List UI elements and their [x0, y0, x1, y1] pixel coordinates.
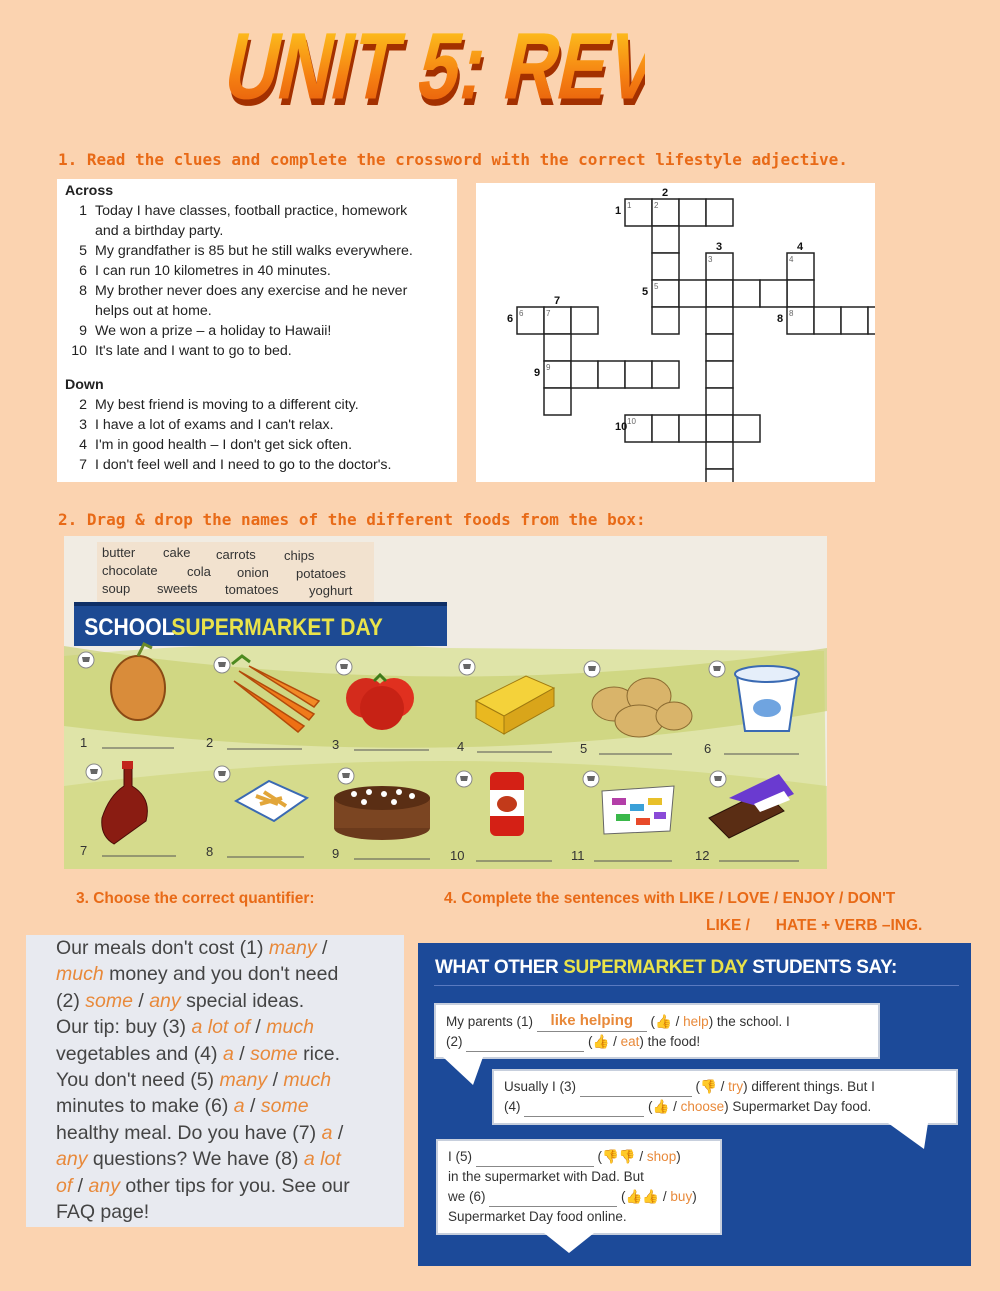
- quantifier-option[interactable]: any: [149, 989, 181, 1012]
- text: FAQ page!: [56, 1201, 150, 1224]
- quantifier-option[interactable]: many: [219, 1069, 268, 1092]
- item-number: 1: [80, 735, 88, 750]
- clue-text: I can run 10 kilometres in 40 minutes.: [95, 263, 331, 279]
- crossword-cell[interactable]: [733, 280, 760, 307]
- text: /: [250, 1016, 267, 1039]
- text: /: [244, 1095, 261, 1118]
- yoghurt-image: [735, 666, 799, 731]
- text: minutes to make (6): [56, 1095, 234, 1118]
- word-item[interactable]: cake: [163, 545, 191, 560]
- students-say-header: [435, 957, 897, 979]
- across-clue: [57, 221, 457, 241]
- quantifier-option[interactable]: some: [85, 989, 133, 1012]
- cell-number: 10: [627, 417, 636, 426]
- quantifier-option[interactable]: of: [56, 1174, 73, 1197]
- quantifier-option[interactable]: much: [266, 1016, 314, 1039]
- cart-icon: [584, 661, 600, 677]
- item-number: 8: [206, 844, 214, 859]
- thumbs-up-icon: 👍: [652, 1099, 670, 1114]
- quantifier-option[interactable]: any: [56, 1148, 88, 1171]
- crossword-cell[interactable]: [706, 469, 733, 482]
- clue-label: 4: [797, 241, 804, 253]
- crossword-grid[interactable]: [476, 183, 875, 482]
- word-box: [97, 542, 374, 602]
- instruction-3: 3. Choose the correct quantifier:: [76, 890, 315, 907]
- cell-number: 2: [654, 201, 659, 210]
- quantifier-option[interactable]: a: [233, 1095, 245, 1118]
- clue-number: 6: [79, 263, 87, 279]
- cart-icon: [456, 771, 472, 787]
- text: /: [316, 937, 328, 959]
- crossword-cell[interactable]: [544, 334, 571, 361]
- text: Supermarket Day food online.: [448, 1209, 627, 1224]
- verb-buy: buy: [670, 1189, 693, 1204]
- crossword-cell[interactable]: [571, 307, 598, 334]
- bubble-tail: [544, 1233, 594, 1255]
- cell-number: 4: [789, 255, 794, 264]
- text: /: [267, 1069, 284, 1092]
- crossword-cell[interactable]: [571, 361, 598, 388]
- quantifier-option[interactable]: any: [88, 1174, 120, 1197]
- quantifier-line: [26, 1041, 404, 1067]
- text: rice.: [297, 1042, 341, 1065]
- quantifier-line: [26, 1173, 404, 1199]
- item-number: 4: [457, 739, 465, 754]
- across-clue: [57, 201, 457, 221]
- clue-text: We won a prize – a holiday to Hawaii!: [95, 323, 332, 339]
- clue-text: I have a lot of exams and I can't relax.: [95, 417, 334, 433]
- clue-label: 10: [615, 421, 628, 433]
- crossword-cell[interactable]: [652, 226, 679, 253]
- crossword-cell[interactable]: [625, 361, 652, 388]
- quantifier-line: [26, 988, 404, 1014]
- quantifier-line: [26, 1199, 404, 1225]
- quantifier-option[interactable]: many: [268, 937, 317, 959]
- quantifier-option[interactable]: a: [222, 1042, 234, 1065]
- answer-1: like helping: [550, 1012, 634, 1029]
- cart-icon: [583, 771, 599, 787]
- crossword-cell[interactable]: [706, 307, 733, 334]
- quantifier-line: [26, 935, 404, 961]
- clue-number: [57, 221, 87, 241]
- clue-number: 3: [79, 417, 87, 433]
- verb-eat: eat: [620, 1034, 640, 1049]
- clue-text: I don't feel well and I need to go to the doctor's.: [95, 457, 392, 473]
- text: Usually I (3): [504, 1079, 577, 1094]
- text: ) Supermarket Day food.: [724, 1099, 872, 1114]
- text: healthy meal. Do you have (7): [56, 1121, 322, 1144]
- clue-text: My grandfather is 85 but he still walks everywhere.: [95, 243, 413, 259]
- cart-icon: [214, 657, 230, 673]
- text: You don't need (5): [56, 1069, 220, 1092]
- crossword-cell[interactable]: [706, 361, 733, 388]
- title-shadow: UNIT 5: REVIEW: [217, 20, 645, 114]
- bubble-tail: [443, 1057, 483, 1087]
- clue-label: 6: [507, 313, 514, 325]
- text: /: [332, 1121, 344, 1144]
- quantifier-option[interactable]: some: [250, 1042, 298, 1065]
- cell-number: 7: [546, 309, 551, 318]
- clue-number: 9: [79, 323, 87, 339]
- across-heading: Across: [65, 183, 114, 199]
- clue-number: 5: [79, 243, 87, 259]
- clue-text: I'm in good health – I don't get sick often.: [95, 437, 353, 453]
- thumbs-down-icon: 👎: [700, 1079, 717, 1094]
- clue-label: 8: [777, 313, 784, 325]
- quantifier-option[interactable]: much: [56, 963, 104, 986]
- clue-number: 8: [79, 283, 87, 299]
- cell-number: 5: [654, 282, 659, 291]
- clue-text: It's late and I want to go to bed.: [95, 343, 292, 359]
- cart-icon: [86, 764, 102, 780]
- text: other tips for you. See our: [119, 1174, 350, 1197]
- down-clue: [57, 395, 457, 415]
- crossword-cell[interactable]: [706, 388, 733, 415]
- quantifier-option[interactable]: a lot: [303, 1148, 341, 1171]
- crossword-cell[interactable]: [733, 415, 760, 442]
- crossword-cell[interactable]: [652, 253, 679, 280]
- crossword-cell[interactable]: [706, 199, 733, 226]
- clue-label: 1: [615, 205, 622, 217]
- clue-label: 5: [642, 286, 649, 298]
- cell-number: 1: [627, 201, 632, 210]
- clue-number: 1: [79, 203, 87, 219]
- cell-number: 3: [708, 255, 713, 264]
- text: money and you don't need: [103, 963, 339, 986]
- crossword-cell[interactable]: [814, 307, 841, 334]
- crossword-clues: [57, 179, 457, 482]
- verb-choose: choose: [680, 1099, 725, 1114]
- students-say-panel: [418, 943, 971, 1266]
- answer-field-4[interactable]: [524, 1116, 644, 1117]
- crossword-cell[interactable]: [760, 280, 787, 307]
- text: (4): [504, 1099, 521, 1114]
- crossword-cell[interactable]: [679, 199, 706, 226]
- text: /: [132, 989, 150, 1012]
- crossword-cell[interactable]: [868, 307, 875, 334]
- word-item[interactable]: soup: [102, 581, 131, 596]
- instruction-1: 1. Read the clues and complete the crossword with the correct lifestyle adjective.: [58, 150, 848, 169]
- text: I (5): [448, 1149, 473, 1164]
- text: My parents (1): [446, 1014, 534, 1029]
- crossword-cell[interactable]: [706, 415, 733, 442]
- text: (2): [446, 1034, 463, 1049]
- crossword-cell[interactable]: [706, 442, 733, 469]
- text: /: [233, 1042, 251, 1065]
- header-part1: WHAT OTHER: [435, 957, 559, 978]
- instruction-2: 2. Drag & drop the names of the different foods from the box:: [58, 510, 646, 529]
- crossword-cell[interactable]: [679, 280, 706, 307]
- soup-image: [490, 772, 524, 836]
- clue-number: 10: [71, 343, 87, 359]
- quantifier-line: [26, 961, 404, 987]
- item-number: 6: [704, 741, 712, 756]
- word-item[interactable]: carrots: [216, 547, 256, 562]
- across-clue: [57, 261, 457, 281]
- crossword-cell[interactable]: [841, 307, 868, 334]
- text: we (6): [448, 1189, 486, 1204]
- quantifier-line: [26, 1093, 404, 1119]
- crossword-cell[interactable]: [706, 334, 733, 361]
- thumbs-up-icon: 👍👍: [625, 1189, 660, 1204]
- down-clue: [57, 435, 457, 455]
- item-number: 12: [695, 848, 710, 863]
- cell-number: 9: [546, 363, 551, 372]
- text: vegetables and (4): [56, 1042, 223, 1065]
- cell-number: 8: [789, 309, 794, 318]
- cart-icon: [78, 652, 94, 668]
- word-item[interactable]: chips: [284, 548, 315, 563]
- word-item[interactable]: potatoes: [296, 566, 346, 581]
- verb-shop: shop: [646, 1149, 677, 1164]
- quantifier-line: [26, 1014, 404, 1040]
- word-item[interactable]: yoghurt: [309, 583, 353, 598]
- speech-bubble-2: Usually I (3) (👎 / try) different things. But I (4) (👍 / choose) Supermarket Day food.: [492, 1069, 958, 1125]
- clue-label: 3: [716, 241, 723, 253]
- thumbs-up-icon: 👍: [592, 1034, 610, 1049]
- header-part2: SUPERMARKET DAY: [563, 957, 748, 978]
- text: Our tip: buy (3): [56, 1016, 192, 1039]
- word-item[interactable]: butter: [102, 545, 136, 560]
- instruction-4-line1: 4. Complete the sentences with LIKE / LOVE / ENJOY / DON'T: [444, 890, 896, 907]
- cart-icon: [336, 659, 352, 675]
- across-clue: [57, 241, 457, 261]
- clue-number: 7: [79, 457, 87, 473]
- speech-bubble-1: My parents (1) like helping (👍 / help) the school. I (2) (👍 / eat) the food!: [434, 1003, 880, 1059]
- speech-bubble-3: I (5) (👎👎 / shop) in the supermarket with Dad. But we (6) (👍👍 / buy) Supermarket Day food online.: [436, 1139, 722, 1235]
- banner-supermarket: SUPERMARKET DAY: [171, 613, 383, 641]
- crossword-cell[interactable]: [652, 415, 679, 442]
- quantifier-option[interactable]: a lot of: [191, 1016, 251, 1039]
- thumbs-up-icon: 👍: [655, 1014, 672, 1029]
- item-number: 9: [332, 846, 340, 861]
- cell-number: 6: [519, 309, 524, 318]
- item-number: 2: [206, 735, 214, 750]
- header-part3: STUDENTS SAY:: [752, 957, 897, 978]
- clue-text: and a birthday party.: [95, 223, 224, 239]
- across-clue: [57, 341, 457, 361]
- page-title: [215, 4, 645, 114]
- quantifier-option[interactable]: much: [283, 1069, 332, 1092]
- banner-school: SCHOOL: [84, 613, 175, 641]
- clue-number: 2: [79, 397, 87, 413]
- answer-field-2[interactable]: [466, 1051, 584, 1052]
- crossword-cell[interactable]: [598, 361, 625, 388]
- clue-label: 2: [662, 187, 669, 199]
- clue-text: helps out at home.: [95, 303, 212, 319]
- clue-number: [57, 301, 87, 321]
- item-number: 10: [450, 848, 465, 863]
- text: /: [72, 1174, 89, 1197]
- crossword-cell[interactable]: [544, 388, 571, 415]
- text: ) the school. I: [708, 1014, 790, 1029]
- crossword-cell[interactable]: [787, 280, 814, 307]
- across-clue: [57, 321, 457, 341]
- cart-icon: [459, 659, 475, 675]
- item-number: 11: [571, 848, 585, 863]
- word-item[interactable]: sweets: [157, 581, 198, 596]
- crossword-cell[interactable]: [706, 280, 733, 307]
- instruction-4-line2: LIKE / HATE + VERB –ING.: [706, 917, 923, 934]
- quantifier-line: [26, 1067, 404, 1093]
- cart-icon: [214, 766, 230, 782]
- clue-text: Today I have classes, football practice, homework: [95, 203, 408, 219]
- cart-icon: [710, 771, 726, 787]
- crossword-cell[interactable]: [652, 307, 679, 334]
- clue-text: My best friend is moving to a different city.: [95, 397, 359, 413]
- down-clue: [57, 455, 457, 475]
- cake-image: [334, 786, 430, 840]
- sweets-image: [602, 786, 674, 834]
- quantifier-line: [26, 1146, 404, 1172]
- clue-label: 7: [554, 295, 561, 307]
- item-number: 3: [332, 737, 340, 752]
- title-text: UNIT 5: REVIEW: [215, 13, 645, 114]
- down-clue: [57, 415, 457, 435]
- text: Our meals don't cost (1): [56, 937, 269, 959]
- text: /: [675, 1014, 680, 1029]
- bubble-tail: [888, 1123, 928, 1153]
- clue-label: 9: [534, 367, 541, 379]
- quantifier-text: [26, 935, 404, 1227]
- crossword-cell[interactable]: [679, 415, 706, 442]
- quantifier-line: [26, 1120, 404, 1146]
- down-heading: Down: [65, 377, 104, 393]
- text: in the supermarket with Dad. But: [448, 1169, 644, 1184]
- crossword-cell[interactable]: [652, 361, 679, 388]
- word-item[interactable]: cola: [187, 564, 211, 579]
- clue-number: 4: [79, 437, 87, 453]
- thumbs-down-icon: 👎👎: [602, 1149, 636, 1164]
- quantifier-option[interactable]: some: [260, 1095, 309, 1118]
- clue-text: My brother never does any exercise and he never: [95, 283, 408, 299]
- across-clue: [57, 301, 457, 321]
- word-item[interactable]: onion: [237, 565, 269, 580]
- word-item[interactable]: tomatoes: [225, 582, 279, 597]
- verb-try: try: [728, 1079, 744, 1094]
- cart-icon: [709, 661, 725, 677]
- item-number: 5: [580, 741, 588, 756]
- answer-field-1[interactable]: [537, 1011, 647, 1032]
- verb-help: help: [683, 1014, 709, 1029]
- text: (2): [56, 989, 86, 1012]
- item-number: 7: [80, 843, 88, 858]
- quantifier-option[interactable]: a: [321, 1121, 333, 1144]
- text: questions? We have (8): [87, 1148, 304, 1171]
- across-clue: [57, 281, 457, 301]
- cart-icon: [338, 768, 354, 784]
- text: special ideas.: [180, 989, 305, 1012]
- word-item[interactable]: chocolate: [102, 563, 158, 578]
- text: ) different things. But I: [743, 1079, 875, 1094]
- text: ) the food!: [639, 1034, 701, 1049]
